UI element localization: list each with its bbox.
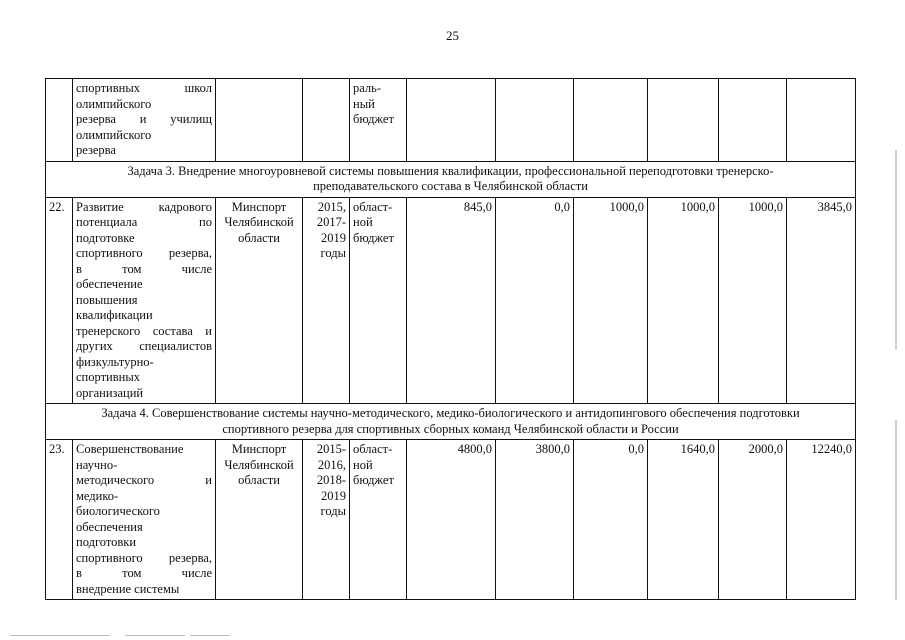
executor	[216, 79, 303, 162]
activity-name-line: спортивных	[76, 370, 140, 384]
activity-name-line: Совершенствование	[76, 442, 184, 456]
program-table	[45, 78, 856, 600]
table-row	[46, 440, 856, 600]
activity-name-line: потенциала по	[76, 215, 212, 229]
executor-line: Минспорт	[231, 442, 287, 456]
period-line: 2019	[321, 488, 346, 503]
activity-name-line: медико-	[76, 488, 119, 503]
funding-value: 845,0	[407, 197, 496, 404]
funding-value: 1000,0	[574, 197, 648, 404]
activity-name-line: резерва и училищ	[76, 112, 212, 126]
task-heading	[46, 161, 856, 197]
activity-name-line: методического и	[76, 473, 212, 487]
activity-name-line: в том числе	[76, 566, 212, 580]
funding-source-line: бюджет	[353, 473, 394, 487]
funding-source-line: бюджет	[353, 112, 394, 126]
funding-value: 2000,0	[719, 440, 787, 600]
task-header-row	[46, 404, 856, 440]
period-line: годы	[320, 246, 346, 260]
funding-source-line: област-	[353, 199, 393, 214]
scan-edge-mark	[895, 150, 897, 350]
activity-name	[73, 197, 216, 404]
scan-footer-line	[190, 635, 230, 636]
period-line: 2015-	[316, 442, 346, 456]
activity-name-line: обеспечение	[76, 277, 143, 291]
page-number: 25	[446, 28, 459, 43]
funding-value: 1640,0	[648, 440, 719, 600]
activity-name-line: биологического	[76, 504, 160, 518]
executor-line: области	[238, 473, 280, 487]
period-line: 2017-	[316, 215, 346, 229]
period-line: 2016,	[317, 457, 346, 472]
activity-name-line: в том числе	[76, 261, 212, 276]
executor	[216, 440, 303, 600]
funding-source	[350, 440, 407, 600]
item-number: 22.	[46, 197, 73, 404]
funding-source-line: раль-	[353, 81, 382, 95]
activity-name-line: спортивных школ	[76, 81, 212, 95]
funding-source-line: област-	[353, 442, 393, 456]
funding-value	[407, 79, 496, 162]
funding-value: 1000,0	[648, 197, 719, 404]
activity-name-line: физкультурно-	[76, 354, 154, 369]
funding-value	[787, 79, 856, 162]
executor-line: Челябинской	[224, 457, 294, 472]
period-line: 2018-	[316, 473, 346, 487]
table-row	[46, 197, 856, 404]
scan-footer-line	[125, 635, 185, 636]
activity-name-line: олимпийского	[76, 96, 152, 111]
funding-value: 12240,0	[787, 440, 856, 600]
task-header-row	[46, 161, 856, 197]
activity-name-line: спортивного резерва,	[76, 550, 212, 565]
period	[303, 197, 350, 404]
scan-edge-mark	[895, 420, 897, 600]
executor-line: области	[238, 230, 280, 245]
funding-source-line: ной	[353, 457, 373, 472]
funding-value	[574, 79, 648, 162]
activity-name-line: повышения	[76, 292, 138, 307]
activity-name-line: тренерского состава и	[76, 323, 212, 338]
activity-name-line: олимпийского	[76, 127, 152, 142]
funding-value	[648, 79, 719, 162]
task-heading-line: спортивного резерва для спортивных сборных команд Челябинской области и России	[222, 421, 679, 436]
period-line: годы	[320, 504, 346, 518]
period-line: 2015,	[317, 199, 346, 214]
activity-name-line: обеспечения	[76, 519, 143, 534]
funding-value: 4800,0	[407, 440, 496, 600]
activity-name-line: Развитие кадрового	[76, 199, 212, 214]
funding-value	[719, 79, 787, 162]
funding-value: 0,0	[496, 197, 574, 404]
task-heading	[46, 404, 856, 440]
task-heading-line: Задача 3. Внедрение многоуровневой системы повышения квалификации, профессиональной переподготовки тренерско-	[127, 163, 774, 178]
funding-value	[496, 79, 574, 162]
task-heading-line: Задача 4. Совершенствование системы научно-методического, медико-биологического и антидопингового обеспечения подготовки	[101, 406, 800, 420]
task-heading-line: преподавательского состава в Челябинской области	[313, 179, 588, 193]
activity-name-line: спортивного резерва,	[76, 246, 212, 260]
scan-footer-line	[10, 635, 110, 636]
period-line: 2019	[321, 230, 346, 245]
activity-name-line: подготовки	[76, 535, 137, 549]
funding-source-line: ной	[353, 215, 373, 229]
activity-name-line: научно-	[76, 457, 118, 472]
activity-name-line: подготовке	[76, 230, 135, 245]
item-number	[46, 79, 73, 162]
funding-source	[350, 79, 407, 162]
funding-value: 0,0	[574, 440, 648, 600]
period	[303, 440, 350, 600]
funding-source-line: ный	[353, 96, 375, 111]
funding-value: 3800,0	[496, 440, 574, 600]
activity-name	[73, 79, 216, 162]
executor-line: Минспорт	[231, 199, 287, 214]
item-number: 23.	[46, 440, 73, 600]
funding-value: 3845,0	[787, 197, 856, 404]
period	[303, 79, 350, 162]
funding-value: 1000,0	[719, 197, 787, 404]
executor	[216, 197, 303, 404]
activity-name-line: квалификации	[76, 308, 153, 322]
funding-source-line: бюджет	[353, 230, 394, 245]
continued-row	[46, 79, 856, 162]
executor-line: Челябинской	[224, 215, 294, 229]
activity-name-line: других специалистов	[76, 339, 212, 353]
activity-name-line: организаций	[76, 385, 144, 400]
funding-source	[350, 197, 407, 404]
activity-name-line: резерва	[76, 143, 116, 157]
activity-name	[73, 440, 216, 600]
activity-name-line: внедрение системы	[76, 581, 180, 596]
